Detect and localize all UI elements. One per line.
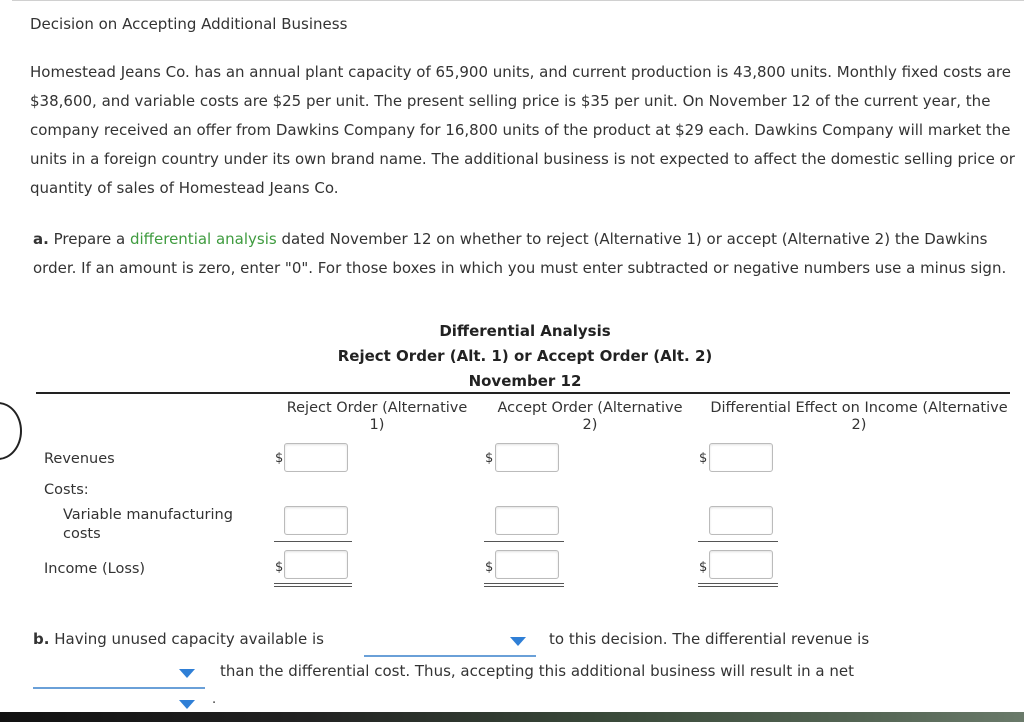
revenues-accept-input[interactable]	[495, 443, 559, 472]
currency-symbol: $	[275, 451, 284, 466]
variable-costs-reject-input[interactable]	[284, 506, 348, 535]
column-header-accept: Accept Order (Alternative 2)	[497, 400, 683, 433]
currency-symbol: $	[699, 451, 708, 466]
table-subtitle: Reject Order (Alt. 1) or Accept Order (Alt. 2)	[337, 347, 713, 365]
column-header-differential: Differential Effect on Income (Alternative 2)	[710, 400, 1008, 433]
question-b-label: b.	[33, 630, 50, 648]
circle-decoration	[0, 402, 22, 460]
problem-paragraph: Homestead Jeans Co. has an annual plant capacity of 65,900 units, and current production is 43,800 units. Monthly fixed costs are $38,600, and variable costs are $25 per unit. The present selling price is $35 per unit. On November 12 of the current year, the company received an offer from Dawkins Company for 16,800 units of the product at $29 each. Dawkins Company will market the units in a foreign country under its own brand name. The additional business is not expected to affect the domestic selling price or quantity of sales of Homestead Jeans Co.	[30, 63, 1015, 197]
currency-symbol: $	[275, 560, 284, 575]
instruction-after: dated November 12 on whether to reject (Alternative 1) or accept (Alternative 2) the Dawkins order. If an amount is zero, enter "0". For those boxes in which you must enter subtracted or negative numbers use a minus sign.	[33, 230, 1007, 277]
question-b-part1: Having unused capacity available is	[54, 630, 324, 648]
currency-symbol: $	[485, 560, 494, 575]
table-title: Differential Analysis	[439, 322, 611, 340]
question-b-line1	[33, 630, 324, 648]
dropdown-arrow-icon[interactable]	[179, 700, 195, 709]
table-top-rule	[36, 392, 1010, 394]
row-label-costs: Costs:	[44, 482, 89, 498]
top-border	[12, 0, 1024, 1]
total-double-underline	[274, 583, 352, 587]
bottom-bar	[0, 712, 1024, 722]
question-b-part4: .	[212, 692, 217, 707]
instruction-a	[33, 225, 1008, 283]
variable-costs-differential-input[interactable]	[709, 506, 773, 535]
table-date: November 12	[468, 372, 582, 390]
column-header-reject: Reject Order (Alternative 1)	[286, 400, 468, 433]
instruction-before: Prepare a	[53, 230, 126, 248]
income-differential-input[interactable]	[709, 550, 773, 579]
dropdown-arrow-icon[interactable]	[510, 637, 526, 646]
total-double-underline	[698, 583, 778, 587]
dropdown-arrow-icon[interactable]	[179, 669, 195, 678]
income-accept-input[interactable]	[495, 550, 559, 579]
subtotal-underline	[484, 541, 564, 542]
subtotal-underline	[274, 541, 352, 542]
revenues-differential-input[interactable]	[709, 443, 773, 472]
total-double-underline	[484, 583, 564, 587]
subtotal-underline	[698, 541, 778, 542]
instruction-label: a.	[33, 230, 49, 248]
question-b-part3: than the differential cost. Thus, accepting this additional business will result in a net	[220, 662, 855, 680]
row-label-variable-costs: Variable manufacturing costs	[63, 507, 233, 542]
variable-costs-accept-input[interactable]	[495, 506, 559, 535]
revenues-reject-input[interactable]	[284, 443, 348, 472]
question-b-part2: to this decision. The differential revenue is	[549, 630, 870, 648]
row-label-revenues: Revenues	[44, 451, 115, 467]
differential-analysis-link[interactable]: differential analysis	[129, 230, 277, 248]
income-reject-input[interactable]	[284, 550, 348, 579]
page-title: Decision on Accepting Additional Business	[30, 15, 348, 33]
currency-symbol: $	[699, 560, 708, 575]
currency-symbol: $	[485, 451, 494, 466]
row-label-income: Income (Loss)	[44, 561, 146, 577]
